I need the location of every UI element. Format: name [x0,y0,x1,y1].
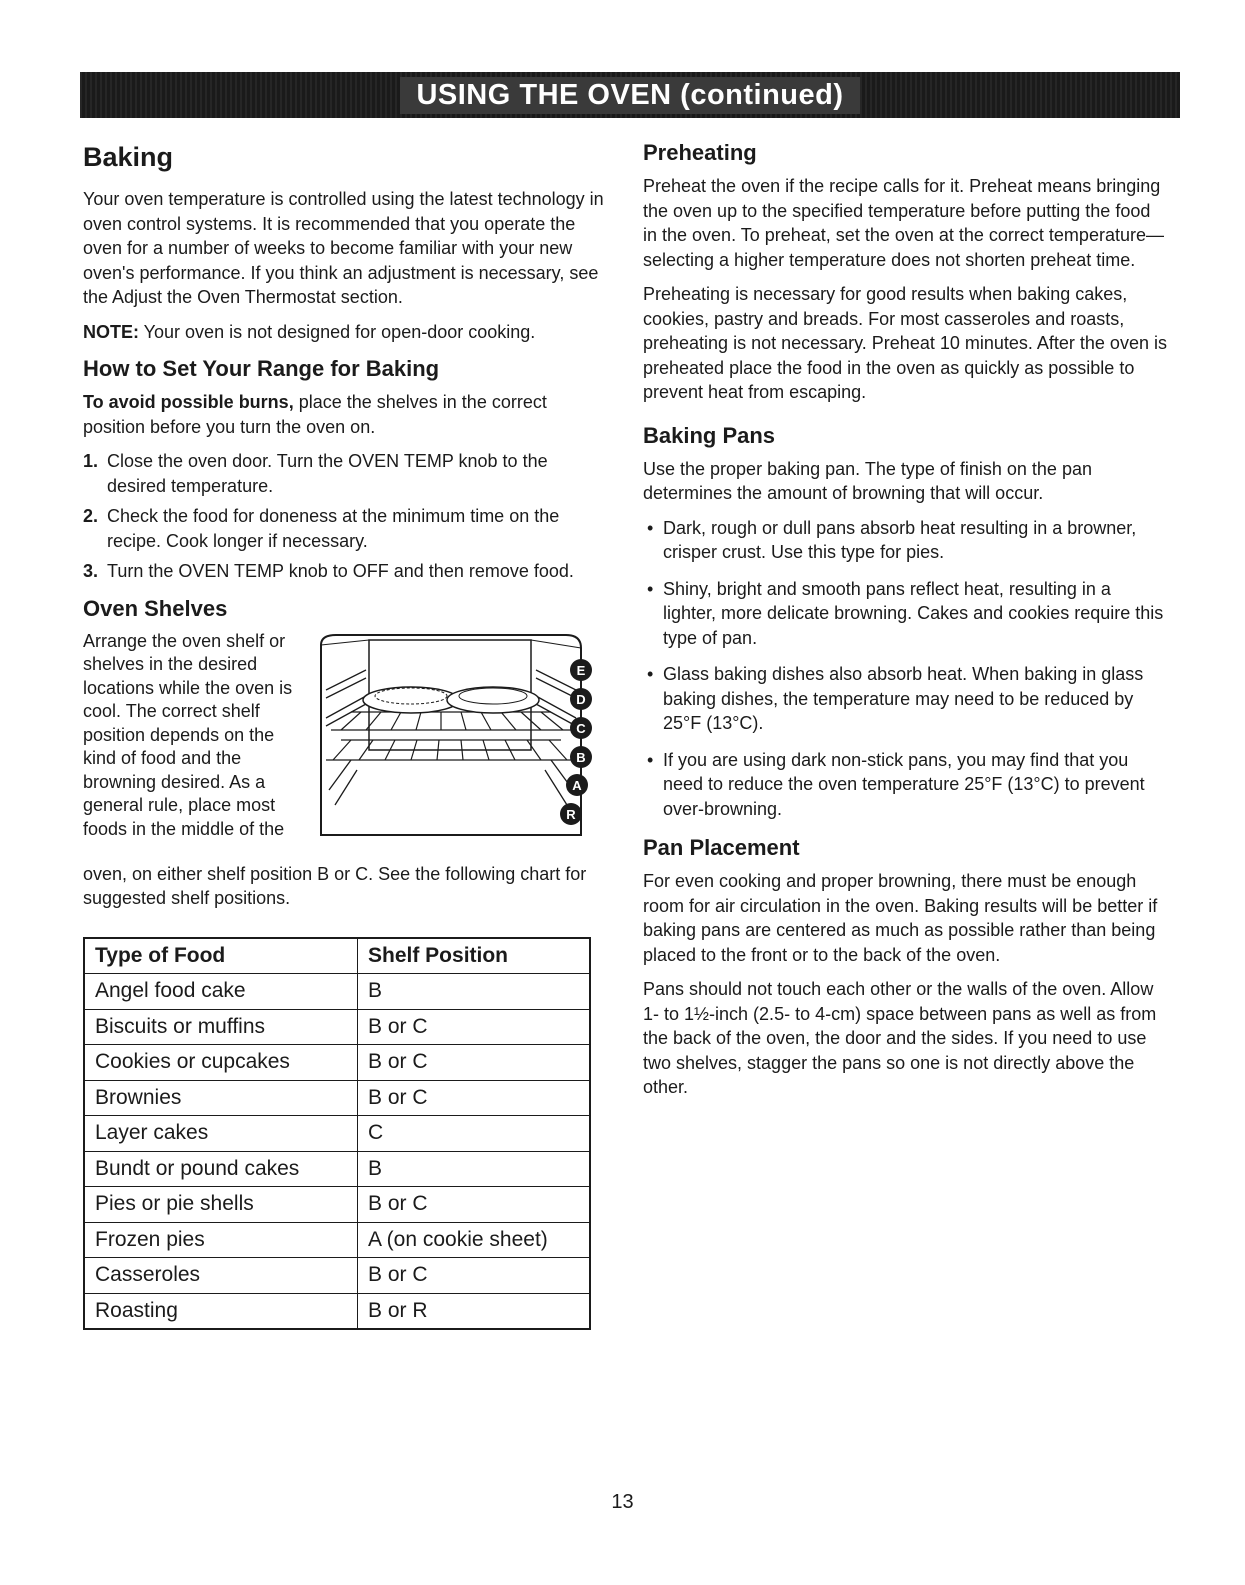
baking-heading: Baking [83,142,174,172]
pan-placement-heading: Pan Placement [643,835,800,860]
shelf-label-d: D [576,691,586,707]
food-cell: Layer cakes [84,1116,358,1152]
oven-shelves-heading: Oven Shelves [83,595,228,621]
section-banner [80,72,1180,118]
food-cell: Casseroles [84,1258,358,1294]
step-item [83,504,608,553]
table-row [84,1116,590,1152]
position-cell: B or C [358,1080,591,1116]
baking-pans-list [643,516,1168,822]
oven-shelves-text-after: oven, on either shelf position B or C. See the following chart for suggested shelf positions. [83,863,587,908]
food-cell: Biscuits or muffins [84,1009,358,1045]
baking-intro: Your oven temperature is controlled using the latest technology in oven control systems. It is recommended that you operate the oven for a number of weeks to become familiar with your new oven's performance. If you think an adjustment is necessary, see the Adjust the Oven Thermostat section. [83,189,604,307]
position-cell: B or C [358,1258,591,1294]
how-to-heading: How to Set Your Range for Baking [83,356,440,381]
food-cell: Frozen pies [84,1222,358,1258]
oven-shelves-text: Arrange the oven shelf or shelves in the desired locations while the oven is cool. The correct shelf position depends on the kind of food and the browning desired. As a general rule, place most foods in the middle of the [83,630,293,839]
food-cell: Pies or pie shells [84,1187,358,1223]
baking-note [83,320,608,345]
table-row [84,974,590,1010]
table-row [84,1293,590,1329]
position-cell: B or R [358,1293,591,1329]
position-cell: B [358,974,591,1010]
list-item: • Dark, rough or dull pans absorb heat resulting in a browner, crisper crust. Use this type for pies. [643,516,1168,565]
food-cell: Cookies or cupcakes [84,1045,358,1081]
baking-pans-intro: Use the proper baking pan. The type of finish on the pan determines the amount of browning that will occur. [643,458,1092,503]
food-cell: Angel food cake [84,974,358,1010]
burn-warning-bold: To avoid possible burns, [83,392,294,412]
right-column [643,140,1168,1110]
banner-title: USING THE OVEN (continued) [400,77,859,114]
shelf-label-r: R [566,806,576,822]
step-text: Check the food for doneness at the minimum time on the recipe. Cook longer if necessary. [107,506,560,551]
shelf-label-b: B [576,749,586,765]
preheating-paragraph-2: Preheating is necessary for good results when baking cakes, cookies, pastry and breads. For most casseroles and roasts, preheating is not necessary. Preheat 10 minutes. After the oven is preheated place the food in the oven as quickly as possible to prevent heat from escaping. [643,284,1167,402]
burn-warning [83,390,608,439]
table-row [84,1151,590,1187]
position-cell: C [358,1116,591,1152]
baking-pans-heading: Baking Pans [643,422,776,448]
table-row [84,1009,590,1045]
shelf-label-a: A [572,777,582,793]
page-number: 13 [611,1491,634,1513]
table-row [84,1080,590,1116]
step-text: Close the oven door. Turn the OVEN TEMP knob to the desired temperature. [107,451,548,496]
column-header: Shelf Position [358,938,591,974]
table-row [84,1222,590,1258]
position-cell: A (on cookie sheet) [358,1222,591,1258]
position-cell: B [358,1151,591,1187]
list-item: • Glass baking dishes also absorb heat. When baking in glass baking dishes, the temperature may need to be reduced by 25°F (13°C). [643,662,1168,736]
table-row [84,1045,590,1081]
burn-warning-text: place the shelves in the correct position before you turn the oven on. [83,392,547,437]
pan-placement-paragraph-2: Pans should not touch each other or the walls of the oven. Allow 1- to 1½-inch (2.5- to 4-cm) space between pans as well as from the back of the oven, the door and the sides. If you need to use two shelves, stagger the pans so one is not directly above the other. [643,979,1157,1097]
left-column [83,142,608,1330]
list-item: • If you are using dark non-stick pans, you may find that you need to reduce the oven temperature 25°F (13°C) to prevent over-browning. [643,748,1168,822]
food-cell: Roasting [84,1293,358,1329]
table-header-row [84,938,590,974]
table-row [84,1187,590,1223]
column-header: Type of Food [84,938,358,974]
step-item [83,559,608,584]
baking-steps [83,449,608,584]
oven-shelf-diagram [311,630,601,852]
step-number: 3. [83,561,99,581]
step-text: Turn the OVEN TEMP knob to OFF and then remove food. [107,561,574,581]
table-row [84,1258,590,1294]
list-item: • Shiny, bright and smooth pans reflect heat, resulting in a lighter, more delicate browning. Cakes and cookies require this type of pan. [643,577,1168,651]
oven-shelves-block [83,630,608,862]
food-cell: Brownies [84,1080,358,1116]
shelf-position-table [83,937,591,1331]
position-cell: B or C [358,1009,591,1045]
shelf-label-e: E [576,662,586,678]
note-text: Your oven is not designed for open-door cooking. [139,321,536,342]
note-label: NOTE: [83,321,139,342]
food-cell: Bundt or pound cakes [84,1151,358,1187]
preheating-paragraph-1: Preheat the oven if the recipe calls for it. Preheat means bringing the oven up to the specified temperature before putting the food in the oven. To preheat, set the oven at the correct temperature—selecting a higher temperature does not shorten preheat time. [643,176,1164,270]
position-cell: B or C [358,1045,591,1081]
position-cell: B or C [358,1187,591,1223]
shelf-label-c: C [576,720,586,736]
step-number: 1. [83,451,99,471]
pan-placement-paragraph-1: For even cooking and proper browning, there must be enough room for air circulation in the oven. Baking results will be better if baking pans are centered as much as possible rather than being placed to the front or to the back of the oven. [643,871,1158,965]
step-item [83,449,608,498]
step-number: 2. [83,506,99,526]
preheating-heading: Preheating [643,140,757,165]
